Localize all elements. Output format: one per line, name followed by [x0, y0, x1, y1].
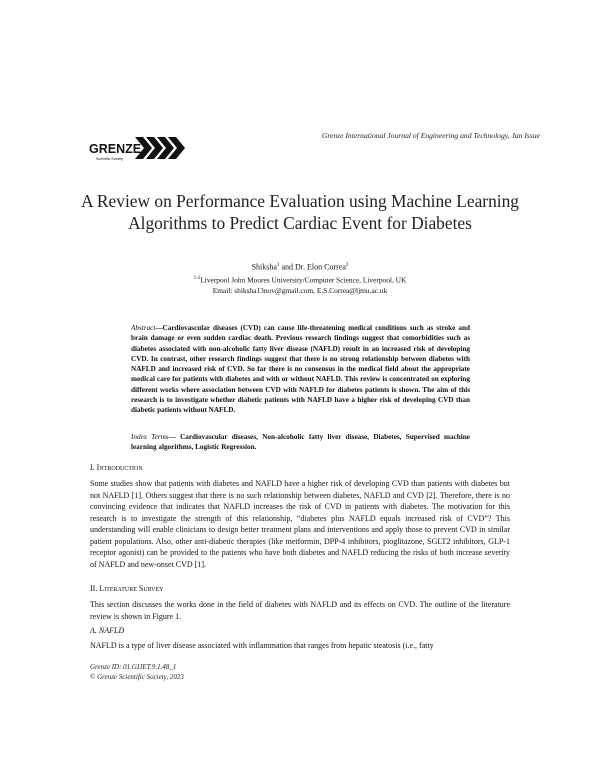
grenze-id: Grenze ID: 01.GIJET.9.1.48_1	[90, 663, 177, 671]
logo-subtext: Scientific Society	[96, 157, 124, 161]
author-block	[100, 260, 500, 296]
copyright: © Grenze Scientific Society, 2023	[90, 672, 184, 681]
abstract-text: —Cardiovascular diseases (CVD) can cause life-threatening medical conditions such as stroke and brain damage or even sudden cardiac death. Previous research findings suggest that comorbidities such as diabetes associated with non-alcoholic fatty liver disease (NAFLD) result in an increased risk of developing CVD. In contrast, other research findings suggest that there is no strong relationship between diabetes with NAFLD and increased risk of CVD. So far there is no consensus in the medical field about the appropriate medical care for patients with diabetes and with or without NAFLD. This review is concentrated on exploring different works where association between CVD with NAFLD for diabetes patients is shown. The aim of this research is to investigate whether diabetic patients with NAFLD have a higher risk of developing CVD than diabetic patients without NAFLD.	[131, 324, 470, 415]
index-terms-text: — Cardiovascular diseases, Non-alcoholic fatty liver disease, Diabetes, Supervised machine learning algorithms, Logistic Regression.	[131, 433, 470, 452]
section-heading-literature-survey: II. Literature Survey	[90, 584, 164, 593]
section-heading-introduction: I. Introduction	[90, 463, 143, 472]
introduction-paragraph: Some studies show that patients with diabetes and NAFLD have a higher risk of developing CVD than patients with diabetes but not NAFLD [1]. Others suggest that there is no such relationship between diabetes, NAFLD and CVD [2]. Therefore, there is no convincing evidence that indicates that NAFLD increases the risk of CVD in patients with diabetes. The motivation for this research is to investigate the strength of this relationship, “diabetes plus NAFLD equals increased risk of CVD”? This understanding will enable clinicians to design better treatment plans and interventions and apply those to prevent CVD in similar patient populations. Also, other anti-diabetic therapies (like metformin, DPP-4 inhibitors, pioglitazone, SGLT2 inhibitors, GLP-1 receptor agonist) can be provided to the patients who have both diabetes and NAFLD reducing the risks of both increase severity of NAFLD and new-onset CVD [1].	[90, 479, 510, 569]
logo-text: GRENZE	[89, 142, 142, 156]
author-names: Shiksha$^1$ and Dr. Elon Correa$^2$	[251, 262, 349, 272]
subsection-heading-nafld: A. NAFLD	[90, 626, 125, 635]
grenze-logo	[88, 133, 188, 165]
paper-title: A Review on Performance Evaluation using Machine Learning Algorithms to Predict Cardiac Event for Diabetes	[80, 191, 520, 233]
index-terms	[131, 432, 470, 453]
footer	[90, 663, 184, 682]
email-line: Email: shiksha13nov@gmail.com, E.S.Correa@ljmu.ac.uk	[212, 286, 388, 296]
abstract-label: Abstract	[131, 324, 156, 332]
journal-name: Grenze International Journal of Engineering and Technology, Jan Issue	[321, 131, 540, 140]
nafld-paragraph: NAFLD is a type of liver disease associated with inflammation that ranges from hepatic steatosis (i.e., fatty	[90, 641, 434, 650]
abstract	[131, 323, 470, 416]
affiliation: $^{1-2}$Liverpool John Moores University/Computer Science, Liverpool, UK	[193, 275, 407, 285]
literature-survey-paragraph: This section discusses the works done in the field of diabetes with NAFLD and its effects on CVD. The outline of the literature review is shown in Figure 1.	[90, 600, 510, 621]
index-terms-label: Index Terms	[131, 433, 169, 441]
chevrons-icon	[135, 137, 185, 159]
